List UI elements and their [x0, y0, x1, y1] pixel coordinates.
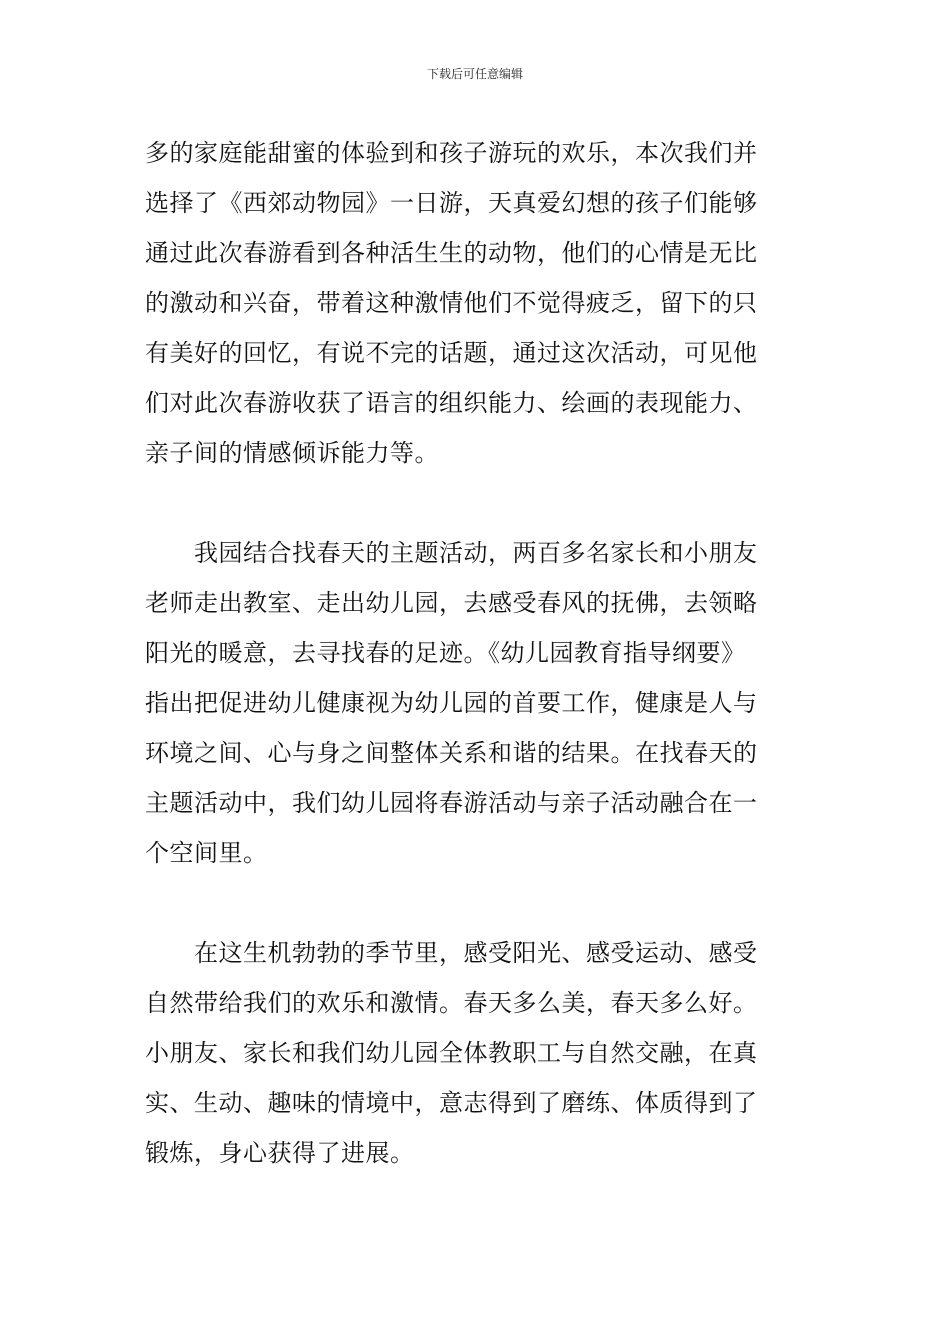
paragraph-line: 亲子间的情感倾诉能力等。 [145, 439, 439, 467]
paragraph-line: 阳光的暖意，去寻找春的足迹。《幼儿园教育指导纲要》 [145, 639, 746, 667]
paragraph-line: 环境之间、心与身之间整体关系和谐的结果。在找春天的 [145, 739, 758, 767]
paragraph-line: 我园结合找春天的主题活动，两百多名家长和小朋友 [145, 539, 758, 567]
paragraph-line: 个空间里。 [145, 839, 268, 867]
paragraph-line: 锻炼，身心获得了进展。 [145, 1139, 415, 1167]
paragraph-1 [145, 128, 810, 478]
paragraph-2 [145, 528, 810, 878]
paragraph-line: 多的家庭能甜蜜的体验到和孩子游玩的欢乐，本次我们并 [145, 139, 758, 167]
paragraph-line: 小朋友、家长和我们幼儿园全体教职工与自然交融，在真 [145, 1039, 758, 1067]
paragraph-spacer [145, 478, 810, 528]
document-body [145, 128, 810, 1178]
paragraph-line: 的激动和兴奋，带着这种激情他们不觉得疲乏，留下的只 [145, 289, 758, 317]
paragraph-line: 选择了《西郊动物园》一日游，天真爱幻想的孩子们能够 [145, 189, 758, 217]
paragraph-line: 通过此次春游看到各种活生生的动物，他们的心情是无比 [145, 239, 758, 267]
paragraph-line: 自然带给我们的欢乐和激情。春天多么美，春天多么好。 [145, 989, 758, 1017]
page-header-note: 下载后可任意编辑 [426, 67, 523, 81]
paragraph-line: 实、生动、趣味的情境中，意志得到了磨练、体质得到了 [145, 1089, 758, 1117]
paragraph-line: 在这生机勃勃的季节里，感受阳光、感受运动、感受 [145, 939, 758, 967]
paragraph-line: 老师走出教室、走出幼儿园，去感受春风的抚佛，去领略 [145, 589, 758, 617]
paragraph-spacer [145, 878, 810, 928]
paragraph-3 [145, 928, 810, 1178]
paragraph-line: 们对此次春游收获了语言的组织能力、绘画的表现能力、 [145, 389, 758, 417]
paragraph-line: 指出把促进幼儿健康视为幼儿园的首要工作，健康是人与 [145, 689, 758, 717]
paragraph-line: 有美好的回忆，有说不完的话题，通过这次活动，可见他 [145, 339, 758, 367]
paragraph-line: 主题活动中，我们幼儿园将春游活动与亲子活动融合在一 [145, 789, 758, 817]
